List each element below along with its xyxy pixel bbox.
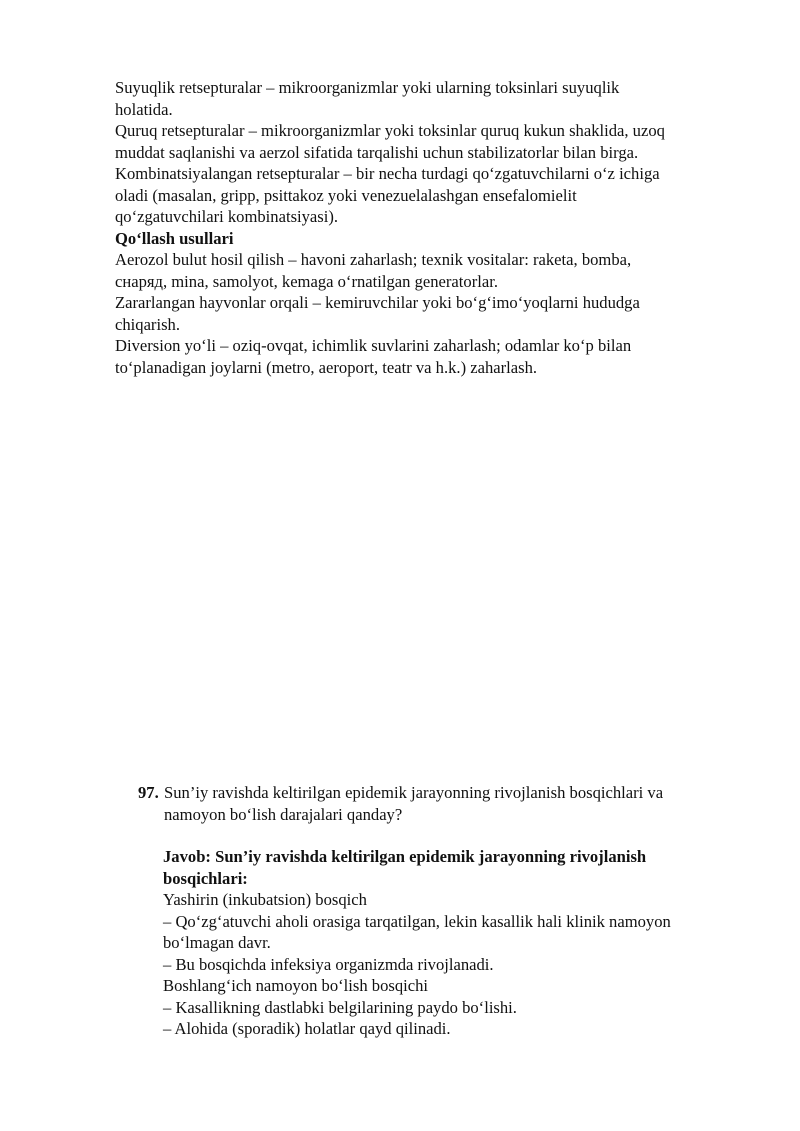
answer-line: – Bu bosqichda infeksiya organizmda rivojlanadi. <box>163 954 494 974</box>
text-line: holatida. <box>115 99 173 119</box>
text-line: Quruq retsepturalar – mikroorganizmlar yoki toksinlar quruq kukun shaklida, uzoq <box>115 121 665 140</box>
text-line: Kombinatsiyalangan retsepturalar – bir necha turdagi qoʻzgatuvchilarni oʻz ichiga <box>115 164 660 183</box>
method-line: Zararlangan hayvonlar orqali – kemiruvchilar yoki boʻgʻimoʻyoqlarni hududga <box>115 293 640 312</box>
section-heading: Qoʻllash usullari <box>115 228 234 248</box>
method-line: chiqarish. <box>115 314 180 334</box>
answer-line: Boshlangʻich namoyon boʻlish bosqichi <box>163 976 429 995</box>
text-line: muddat saqlanishi va aerzol sifatida tarqalishi uchun stabilizatorlar bilan birga. <box>115 142 639 162</box>
method-line: Diversion yoʻli – oziq-ovqat, ichimlik suvlarini zaharlash; odamlar koʻp bilan <box>115 336 632 355</box>
answer-line: – Qoʻzgʻatuvchi aholi orasiga tarqatilgan, lekin kasallik hali klinik namoyon <box>163 911 671 931</box>
answer-line: – Alohida (sporadik) holatlar qayd qilinadi. <box>163 1019 451 1038</box>
answer-heading-line: bosqichlari: <box>163 868 248 888</box>
text-line: Suyuqlik retsepturalar – mikroorganizmlar yoki ularning toksinlari suyuqlik <box>115 78 620 97</box>
answer-line: – Kasallikning dastlabki belgilarining paydo boʻlishi. <box>163 997 517 1017</box>
text-line: qoʻzgatuvchilari kombinatsiyasi). <box>115 207 339 226</box>
question-text <box>164 782 663 825</box>
answer-line: Yashirin (inkubatsion) bosqich <box>163 890 367 909</box>
question-line: namoyon boʻlish darajalari qanday? <box>164 804 403 824</box>
answer-heading-line: Javob: Sun’iy ravishda keltirilgan epidemik jarayonning rivojlanish <box>163 847 647 866</box>
top-text-section <box>115 77 665 378</box>
answer-line: boʻlmagan davr. <box>163 933 271 952</box>
text-line: oladi (masalan, gripp, psittakoz yoki venezuelalashgan ensefalomielit <box>115 185 577 205</box>
question-number: 97. <box>138 783 159 802</box>
answer-section <box>163 846 671 1040</box>
method-line: снаряд, mina, samolyot, kemaga oʻrnatilgan generatorlar. <box>115 271 498 291</box>
question-line: Sun’iy ravishda keltirilgan epidemik jarayonning rivojlanish bosqichlari va <box>164 783 664 802</box>
method-line: Aerozol bulut hosil qilish – havoni zaharlash; texnik vositalar: raketa, bomba, <box>115 250 632 269</box>
method-line: toʻplanadigan joylarni (metro, aeroport, teatr va h.k.) zaharlash. <box>115 357 538 377</box>
